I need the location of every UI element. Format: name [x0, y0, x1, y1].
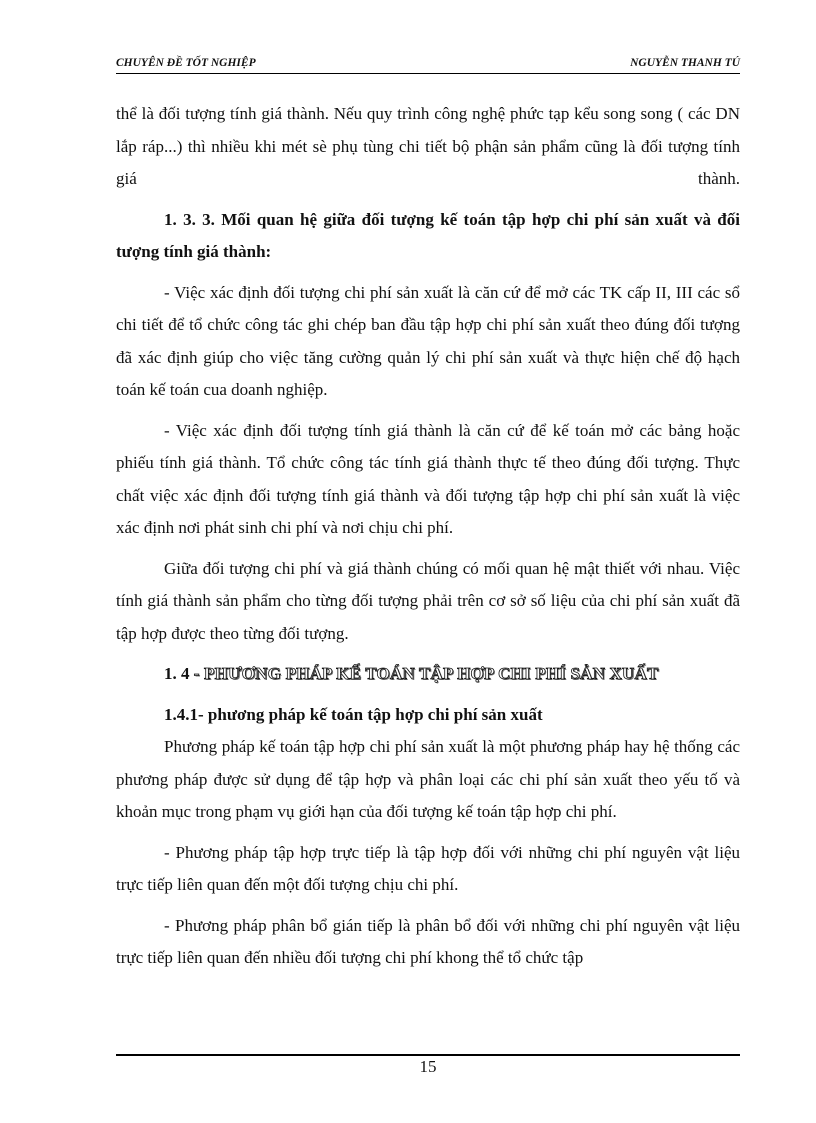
subsection-heading-1-4-1: 1.4.1- phương pháp kế toán tập hợp chi phí sản xuất [164, 704, 543, 724]
paragraph-cost-object: - Việc xác định đối tượng chi phí sản xuất là căn cứ để mở các TK cấp II, III các sổ chi tiết để tổ chức công tác ghi chép ban đầu tập hợp chi phí sản xuất theo đúng đối tượng đã xác định giúp cho việc tăng cường quản lý chi phí sản xuất và thực hiện chế độ hạch toán kế toán cua doanh nghiệp. [116, 282, 740, 399]
section-title: - PHƯƠNG PHÁP KẾ TOÁN TẬP HỢP CHI PHÍ SẢN XUẤT [193, 664, 659, 683]
page-number: 15 [419, 1057, 437, 1076]
section-number: 1. 4 [164, 664, 190, 683]
paragraph-costing-object: - Việc xác định đối tượng tính giá thành là căn cứ để kế toán mở các bảng hoặc phiếu tính giá thành. Tổ chức công tác tính giá thành thực tế theo đúng đối tượng. Thực chất việc xác định đối tượng tính giá thành và đối tượng tập hợp chi phí sản xuất là việc xác định nơi phát sinh chi phí và nơi chịu chi phí. [116, 420, 740, 537]
paragraph-indirect-method: - Phương pháp phân bổ gián tiếp là phân bổ đối với những chi phí nguyên vật liệu trực tiếp liên quan đến nhiều đối tượng chi phí khong thể tổ chức tập [116, 915, 740, 967]
header-divider [116, 73, 740, 74]
document-body [116, 98, 740, 975]
paragraph-method-definition: Phương pháp kế toán tập hợp chi phí sản xuất là một phương pháp hay hệ thống các phương pháp được sử dụng để tập hợp và phân loại các chi phí sản xuất theo yếu tố và khoản mục trong phạm vụ giới hạn của đối tượng kế toán tập hợp chi phí. [116, 737, 740, 821]
footer-divider [116, 1054, 740, 1056]
paragraph-direct-method: - Phương pháp tập hợp trực tiếp là tập hợp đối với những chi phí nguyên vật liệu trực tiếp liên quan đến một đối tượng chịu chi phí. [116, 842, 740, 894]
paragraph-relationship: Giữa đối tượng chi phí và giá thành chúng có mối quan hệ mật thiết với nhau. Việc tính giá thành sản phẩm cho từng đối tượng phải trên cơ sở số liệu của chi phí sản xuất đã tập hợp được theo từng đối tượng. [116, 558, 740, 643]
section-heading-1-4 [116, 658, 740, 691]
paragraph-continued: thể là đối tượng tính giá thành. Nếu quy trình công nghệ phức tạp kểu song song ( các DN lắp ráp...) thì nhiều khi mét sè phụ tùng chi tiết bộ phận sản phẩm cũng là đối tượng tính giá thành. [116, 104, 740, 188]
header-title-left: CHUYÊN ĐỀ TỐT NGHIỆP [116, 57, 256, 69]
subsection-heading-1-3-3: 1. 3. 3. Mối quan hệ giữa đối tượng kế toán tập hợp chi phí sản xuất và đối tượng tính giá thành: [116, 209, 740, 261]
header-author-right: NGUYỄN THANH TÚ [630, 57, 740, 69]
